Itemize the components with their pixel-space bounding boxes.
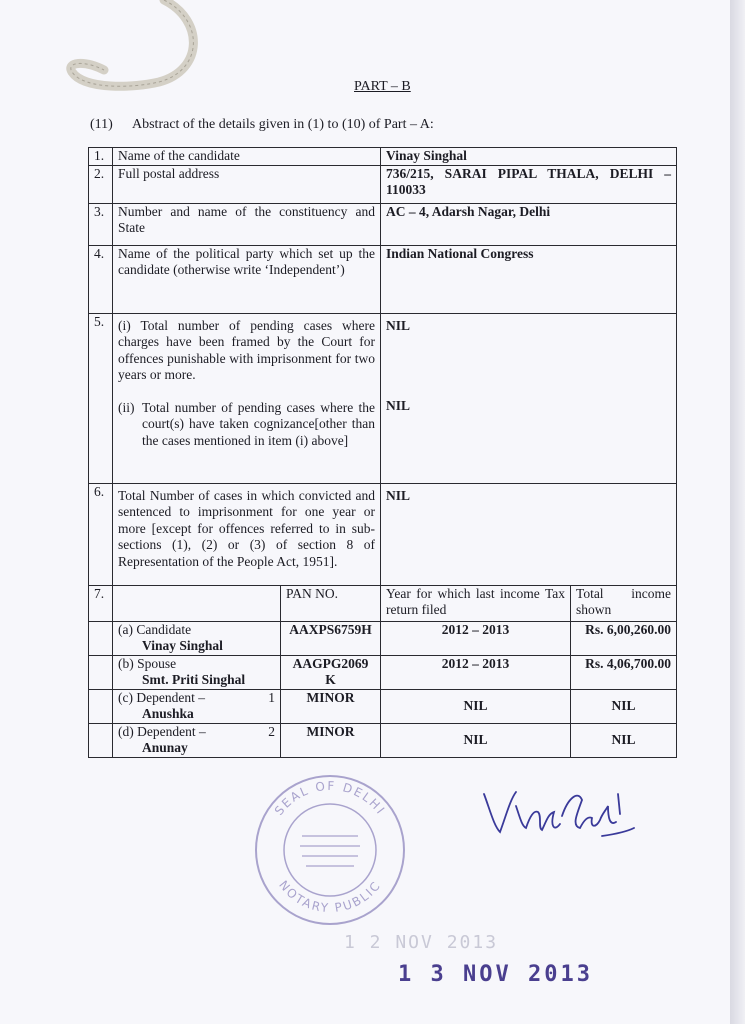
- person-cell: [113, 655, 281, 689]
- svg-text:SEAL OF DELHI: [272, 779, 389, 818]
- pan-number: MINOR: [281, 689, 381, 723]
- date-stamp: 1 3 NOV 2013: [398, 962, 593, 987]
- dependent-number: 1: [268, 689, 275, 705]
- total-income: Rs. 4,06,700.00: [571, 655, 677, 689]
- person-name: Anushka: [142, 706, 194, 721]
- sub-text: Total number of pending cases where the court(s) have taken cognizance[other than the cases mentioned in item (i) above]: [142, 399, 376, 448]
- pending-cases-i: [118, 314, 375, 384]
- person-role: (c) Dependent –: [118, 689, 205, 705]
- person-name: Vinay Singhal: [142, 638, 223, 653]
- person-cell: [113, 621, 281, 655]
- signature: [476, 776, 636, 846]
- sub-text: Total number of pending cases where charges have been framed by the Court for offences punishable with imprisonment for two years or more.: [118, 317, 376, 382]
- blank-cell: [113, 585, 281, 621]
- abstract-number: (11): [90, 117, 113, 132]
- political-party: Indian National Congress: [381, 245, 677, 313]
- person-role: (d) Dependent –: [118, 723, 206, 739]
- string-tag: [64, 0, 214, 110]
- part-heading: PART – B: [354, 79, 411, 94]
- value-i: NIL: [386, 317, 411, 333]
- value-ii: NIL: [386, 398, 411, 413]
- abstract-text: Abstract of the details given in (1) to (10) of Part – A:: [132, 117, 434, 132]
- blank-cell: [89, 723, 113, 757]
- postal-address: 736/215, SARAI PIPAL THALA, DELHI – 110033: [381, 165, 677, 203]
- row-number: 6.: [89, 483, 113, 585]
- tax-year: 2012 – 2013: [381, 621, 571, 655]
- tax-year: 2012 – 2013: [381, 655, 571, 689]
- abstract-table: [88, 147, 677, 758]
- table-row: [89, 313, 677, 483]
- pan-number: AAXPS6759H: [281, 621, 381, 655]
- pan-number: MINOR: [281, 723, 381, 757]
- person-cell: [113, 689, 281, 723]
- row-label: Total Number of cases in which convicted and sentenced to imprisonment for one year or more [except for offences referred to in sub-sections (1), (2) or (3) of section 8 of Representation of the People Act, 1951].: [113, 483, 381, 585]
- table-row: [89, 621, 677, 655]
- table-row: [89, 585, 677, 621]
- row-label: Number and name of the constituency and State: [113, 203, 381, 245]
- row-number: 5.: [89, 313, 113, 483]
- person-cell: [113, 723, 281, 757]
- candidate-name: Vinay Singhal: [381, 148, 677, 166]
- row-number: 4.: [89, 245, 113, 313]
- person-name: Anunay: [142, 740, 188, 755]
- dependent-number: 2: [268, 723, 275, 739]
- table-row: [89, 689, 677, 723]
- pending-cases-cell: [113, 313, 381, 483]
- blank-cell: [89, 655, 113, 689]
- total-income: NIL: [571, 689, 677, 723]
- row-label: Full postal address: [113, 165, 381, 203]
- convicted-cases: NIL: [381, 483, 677, 585]
- tax-year: NIL: [381, 723, 571, 757]
- table-row: [89, 148, 677, 166]
- row-number: 2.: [89, 165, 113, 203]
- table-row: [89, 655, 677, 689]
- table-row: [89, 483, 677, 585]
- faint-date-stamp: 1 2 NOV 2013: [344, 932, 499, 953]
- pan-number: AAGPG2069 K: [281, 655, 381, 689]
- col-header-income: Total income shown: [571, 585, 677, 621]
- row-label: Name of the candidate: [113, 148, 381, 166]
- col-header-pan: PAN NO.: [281, 585, 381, 621]
- blank-cell: [89, 689, 113, 723]
- notary-seal: [250, 770, 410, 930]
- total-income: Rs. 6,00,260.00: [571, 621, 677, 655]
- sub-label: (i): [118, 317, 131, 333]
- row-number: 7.: [89, 585, 113, 621]
- table-row: [89, 723, 677, 757]
- page-edge: [730, 0, 745, 1024]
- person-role: (b) Spouse: [118, 655, 177, 671]
- table-row: [89, 245, 677, 313]
- abstract-line: [90, 117, 434, 133]
- pending-cases-ii: [118, 400, 375, 450]
- table-row: [89, 203, 677, 245]
- pending-cases-values: [381, 313, 677, 483]
- col-header-year: Year for which last income Tax return filed: [381, 585, 571, 621]
- row-number: 1.: [89, 148, 113, 166]
- tax-year: NIL: [381, 689, 571, 723]
- person-name: Smt. Priti Singhal: [142, 672, 246, 687]
- blank-cell: [89, 621, 113, 655]
- seal-bottom-text: NOTARY PUBLIC: [276, 877, 384, 916]
- total-income: NIL: [571, 723, 677, 757]
- sub-label: (ii): [118, 399, 135, 415]
- row-label: Name of the political party which set up the candidate (otherwise write ‘Independent’): [113, 245, 381, 313]
- table-row: [89, 165, 677, 203]
- person-role: (a) Candidate: [118, 621, 192, 637]
- row-number: 3.: [89, 203, 113, 245]
- seal-top-text: SEAL OF DELHI: [271, 778, 389, 818]
- constituency: AC – 4, Adarsh Nagar, Delhi: [381, 203, 677, 245]
